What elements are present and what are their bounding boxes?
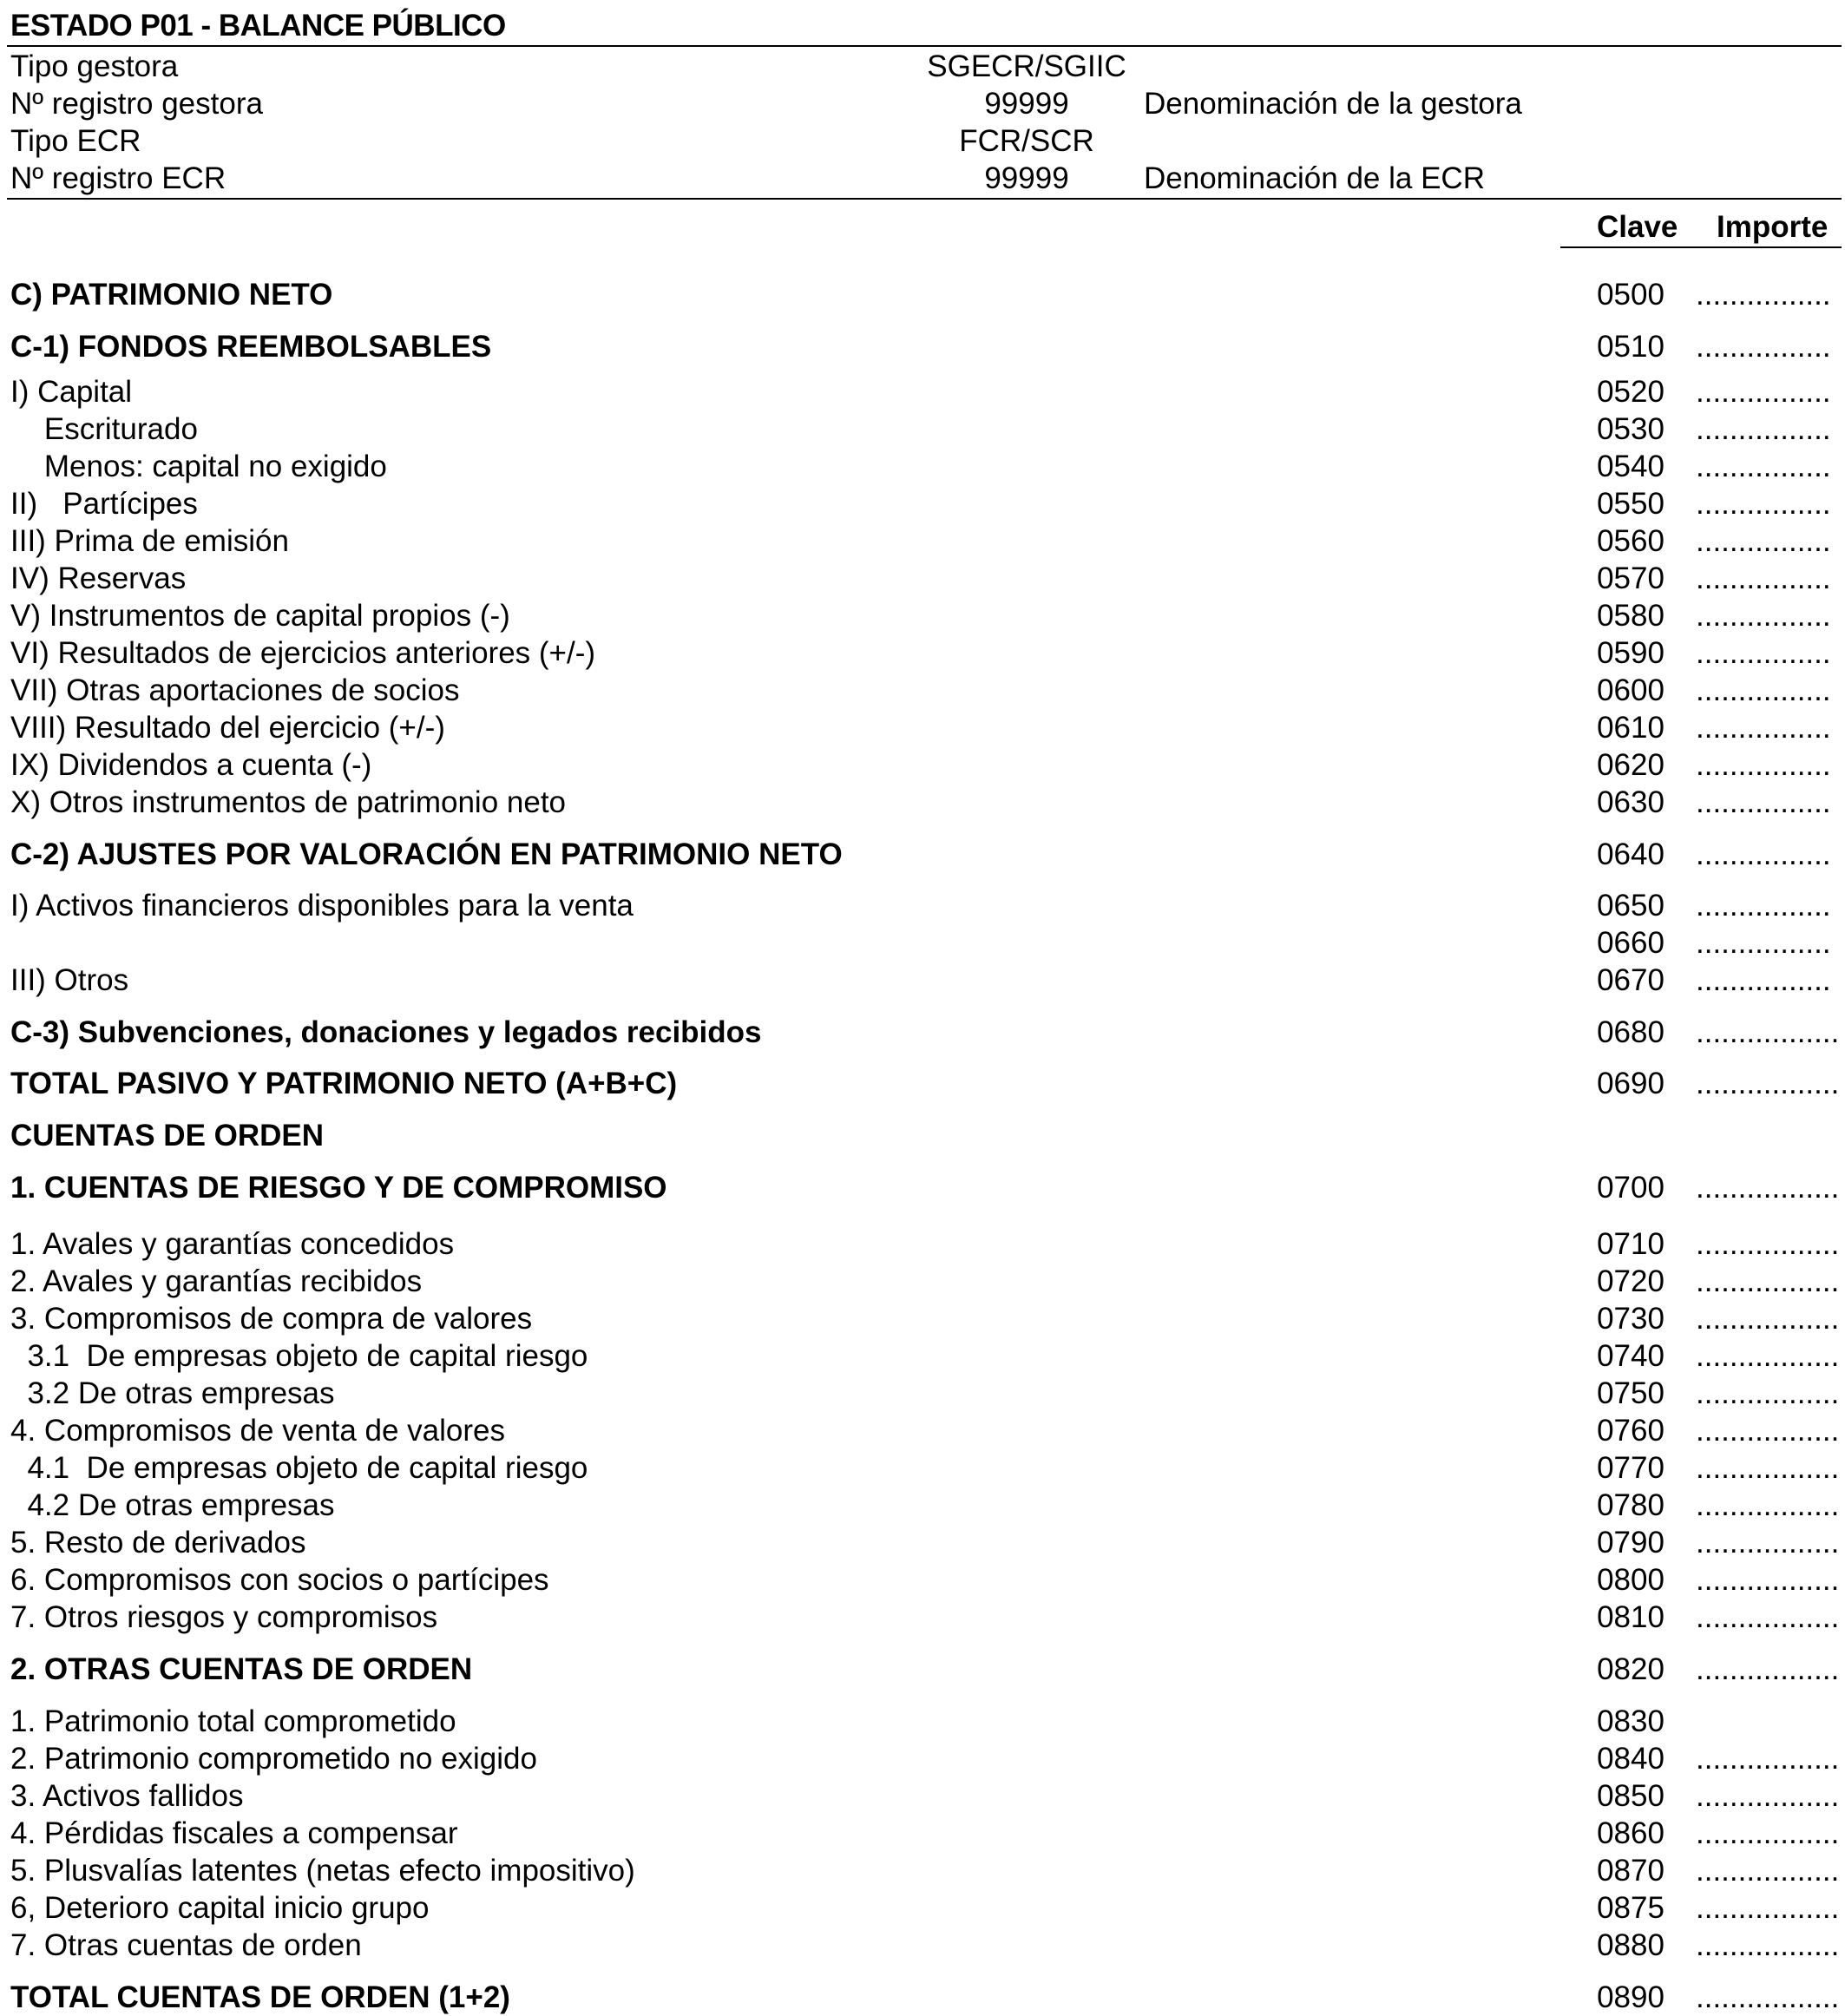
row-code: 0620 — [1597, 748, 1664, 782]
row-label: II) Partícipes — [10, 487, 198, 521]
row-code: 0875 — [1597, 1891, 1664, 1925]
balance-row — [0, 1740, 1845, 1777]
row-amount-placeholder: ................ — [1696, 963, 1831, 997]
row-code: 0660 — [1597, 926, 1664, 960]
balance-row — [0, 836, 1845, 873]
row-code: 0700 — [1597, 1171, 1664, 1205]
balance-row — [0, 373, 1845, 410]
balance-row — [0, 1524, 1845, 1561]
row-code: 0560 — [1597, 524, 1664, 558]
row-amount-placeholder: ................ — [1696, 330, 1831, 364]
balance-row — [0, 560, 1845, 597]
row-label: 5. Plusvalías latentes (netas efecto impositivo) — [10, 1854, 635, 1888]
row-code: 0890 — [1597, 1980, 1664, 2014]
balance-row — [0, 1852, 1845, 1889]
row-code: 0770 — [1597, 1451, 1664, 1485]
balance-row — [0, 1815, 1845, 1852]
row-label: 4. Compromisos de venta de valores — [10, 1414, 505, 1448]
row-code: 0650 — [1597, 889, 1664, 923]
balance-row — [0, 887, 1845, 924]
row-label: Menos: capital no exigido — [10, 450, 387, 483]
balance-row — [0, 1599, 1845, 1636]
row-amount-placeholder: ................ — [1696, 711, 1831, 745]
row-label: 3.2 De otras empresas — [10, 1376, 335, 1410]
row-label: VII) Otras aportaciones de socios — [10, 673, 460, 707]
row-code: 0810 — [1597, 1600, 1664, 1634]
row-code: 0690 — [1597, 1067, 1664, 1100]
row-amount-placeholder: ................. — [1696, 1414, 1840, 1448]
document-title: ESTADO P01 - BALANCE PÚBLICO — [10, 9, 506, 43]
row-amount-placeholder: ................ — [1696, 837, 1831, 871]
balance-row — [0, 784, 1845, 821]
balance-row — [0, 709, 1845, 746]
balance-row — [0, 1561, 1845, 1599]
balance-row — [0, 1703, 1845, 1740]
row-amount-placeholder: ................. — [1696, 1779, 1840, 1813]
row-label: C-3) Subvenciones, donaciones y legados recibidos — [10, 1015, 762, 1049]
row-label: V) Instrumentos de capital propios (-) — [10, 599, 510, 633]
row-label: 1. Patrimonio total comprometido — [10, 1704, 456, 1738]
title-divider — [7, 45, 1842, 47]
header-code-tipo-gestora: SGECR/SGIIC — [927, 49, 1126, 83]
balance-row — [0, 1927, 1845, 1964]
row-label: 2. Avales y garantías recibidos — [10, 1264, 423, 1298]
row-label: 7. Otras cuentas de orden — [10, 1928, 362, 1962]
row-code: 0880 — [1597, 1928, 1664, 1962]
header-label-registro-ecr: Nº registro ECR — [10, 161, 227, 195]
row-amount-placeholder: ................. — [1696, 1526, 1840, 1560]
row-code: 0680 — [1597, 1015, 1664, 1049]
row-label: III) Prima de emisión — [10, 524, 289, 558]
row-label: TOTAL PASIVO Y PATRIMONIO NETO (A+B+C) — [10, 1067, 678, 1100]
row-code: 0820 — [1597, 1652, 1664, 1686]
row-amount-placeholder: ................ — [1696, 599, 1831, 633]
row-label: X) Otros instrumentos de patrimonio neto — [10, 785, 567, 819]
balance-row — [0, 328, 1845, 365]
row-code: 0730 — [1597, 1302, 1664, 1336]
balance-row — [0, 1487, 1845, 1524]
row-amount-placeholder: ................ — [1696, 636, 1831, 670]
row-amount-placeholder: ................. — [1696, 1171, 1840, 1205]
row-code: 0590 — [1597, 636, 1664, 670]
row-amount-placeholder: ................ — [1696, 889, 1831, 923]
row-code: 0840 — [1597, 1742, 1664, 1776]
balance-row — [0, 1979, 1845, 2016]
row-amount-placeholder: ................ — [1696, 450, 1831, 483]
row-label: 1. CUENTAS DE RIESGO Y DE COMPROMISO — [10, 1171, 667, 1205]
row-code: 0760 — [1597, 1414, 1664, 1448]
row-amount-placeholder: ................ — [1696, 412, 1831, 446]
row-code: 0600 — [1597, 673, 1664, 707]
row-amount-placeholder: ................. — [1696, 1563, 1840, 1597]
header-code-registro-gestora: 99999 — [984, 87, 1069, 121]
row-amount-placeholder: ................ — [1696, 926, 1831, 960]
header-label-tipo-gestora: Tipo gestora — [10, 49, 179, 83]
balance-row — [0, 522, 1845, 560]
row-label: 3.1 De empresas objeto de capital riesgo — [10, 1339, 588, 1373]
row-amount-placeholder: ................. — [1696, 1227, 1840, 1261]
row-code: 0780 — [1597, 1488, 1664, 1522]
row-label: 6. Compromisos con socios o partícipes — [10, 1563, 549, 1597]
row-label: 3. Activos fallidos — [10, 1779, 244, 1813]
row-code: 0570 — [1597, 561, 1664, 595]
column-header-importe: Importe — [1717, 210, 1829, 244]
header-name-gestora: Denominación de la gestora — [1144, 87, 1522, 121]
row-label: 1. Avales y garantías concedidos — [10, 1227, 455, 1261]
row-code: 0630 — [1597, 785, 1664, 819]
balance-row — [0, 276, 1845, 313]
balance-row — [0, 1651, 1845, 1688]
header-label-registro-gestora: Nº registro gestora — [10, 87, 263, 121]
row-amount-placeholder: ................. — [1696, 1891, 1840, 1925]
row-code: 0830 — [1597, 1704, 1664, 1738]
balance-row — [0, 746, 1845, 784]
balance-row — [0, 1449, 1845, 1487]
row-label: 4.2 De otras empresas — [10, 1488, 335, 1522]
row-label: 7. Otros riesgos y compromisos — [10, 1600, 438, 1634]
row-label: C-2) AJUSTES POR VALORACIÓN EN PATRIMONIO NETO — [10, 837, 843, 871]
balance-row — [0, 1014, 1845, 1051]
balance-row — [0, 1065, 1845, 1102]
column-header-divider — [1560, 246, 1842, 248]
row-amount-placeholder: ................. — [1696, 1488, 1840, 1522]
column-header-clave: Clave — [1597, 210, 1678, 244]
row-code: 0860 — [1597, 1816, 1664, 1850]
row-amount-placeholder: ................ — [1696, 487, 1831, 521]
row-label: C-1) FONDOS REEMBOLSABLES — [10, 330, 492, 364]
row-code: 0580 — [1597, 599, 1664, 633]
row-label: I) Capital — [10, 375, 133, 409]
balance-row — [0, 1889, 1845, 1927]
row-amount-placeholder: ................ — [1696, 375, 1831, 409]
header-name-ecr: Denominación de la ECR — [1144, 161, 1485, 195]
balance-row — [0, 448, 1845, 485]
row-code: 0670 — [1597, 963, 1664, 997]
row-label: IV) Reservas — [10, 561, 187, 595]
row-code: 0610 — [1597, 711, 1664, 745]
row-amount-placeholder: ................ — [1696, 785, 1831, 819]
row-amount-placeholder: ................ — [1696, 278, 1831, 312]
row-amount-placeholder: ................. — [1696, 1015, 1840, 1049]
row-code: 0800 — [1597, 1563, 1664, 1597]
balance-row — [0, 1169, 1845, 1206]
row-code: 0850 — [1597, 1779, 1664, 1813]
row-code: 0870 — [1597, 1854, 1664, 1888]
row-amount-placeholder: ................. — [1696, 1264, 1840, 1298]
row-label: Escriturado — [10, 412, 198, 446]
row-amount-placeholder: ................ — [1696, 748, 1831, 782]
balance-row — [0, 1225, 1845, 1263]
balance-row — [0, 1412, 1845, 1449]
balance-row — [0, 597, 1845, 634]
balance-row — [0, 485, 1845, 522]
row-code: 0740 — [1597, 1339, 1664, 1373]
row-label: VI) Resultados de ejercicios anteriores (+/-) — [10, 636, 596, 670]
row-label: I) Activos financieros disponibles para la venta — [10, 889, 634, 923]
row-label: 3. Compromisos de compra de valores — [10, 1302, 533, 1336]
row-label: VIII) Resultado del ejercicio (+/-) — [10, 711, 445, 745]
row-amount-placeholder: ................. — [1696, 1854, 1840, 1888]
row-label: IX) Dividendos a cuenta (-) — [10, 748, 372, 782]
row-amount-placeholder: ................. — [1696, 1980, 1840, 2014]
row-amount-placeholder: ................. — [1696, 1451, 1840, 1485]
row-code: 0710 — [1597, 1227, 1664, 1261]
row-code: 0790 — [1597, 1526, 1664, 1560]
row-code: 0550 — [1597, 487, 1664, 521]
row-label: TOTAL CUENTAS DE ORDEN (1+2) — [10, 1980, 510, 2014]
row-label: 2. Patrimonio comprometido no exigido — [10, 1742, 537, 1776]
row-label: 2. OTRAS CUENTAS DE ORDEN — [10, 1652, 473, 1686]
row-label: 6, Deterioro capital inicio grupo — [10, 1891, 430, 1925]
row-code: 0510 — [1597, 330, 1664, 364]
row-code: 0500 — [1597, 278, 1664, 312]
row-code: 0750 — [1597, 1376, 1664, 1410]
header-label-tipo-ecr: Tipo ECR — [10, 124, 141, 158]
header-divider — [7, 198, 1842, 200]
balance-row — [0, 1300, 1845, 1337]
row-amount-placeholder: ................. — [1696, 1067, 1840, 1100]
row-code: 0520 — [1597, 375, 1664, 409]
row-amount-placeholder: ................. — [1696, 1339, 1840, 1373]
row-amount-placeholder: ................. — [1696, 1742, 1840, 1776]
row-amount-placeholder: ................ — [1696, 673, 1831, 707]
row-amount-placeholder: ................ — [1696, 524, 1831, 558]
balance-row — [0, 1117, 1845, 1154]
balance-row — [0, 1337, 1845, 1375]
row-code: 0540 — [1597, 450, 1664, 483]
row-code: 0530 — [1597, 412, 1664, 446]
row-label: 4. Pérdidas fiscales a compensar — [10, 1816, 458, 1850]
balance-row — [0, 1777, 1845, 1815]
row-amount-placeholder: ................. — [1696, 1302, 1840, 1336]
row-label: C) PATRIMONIO NETO — [10, 278, 333, 312]
row-code: 0720 — [1597, 1264, 1664, 1298]
balance-row — [0, 410, 1845, 448]
row-amount-placeholder: ................. — [1696, 1928, 1840, 1962]
balance-row — [0, 634, 1845, 672]
row-amount-placeholder: ................. — [1696, 1376, 1840, 1410]
row-amount-placeholder: ................. — [1696, 1816, 1840, 1850]
row-amount-placeholder: ................ — [1696, 561, 1831, 595]
balance-row — [0, 962, 1845, 999]
row-label: 4.1 De empresas objeto de capital riesgo — [10, 1451, 588, 1485]
row-code: 0640 — [1597, 837, 1664, 871]
row-label: 5. Resto de derivados — [10, 1526, 306, 1560]
row-amount-placeholder: ................. — [1696, 1600, 1840, 1634]
row-amount-placeholder: ................. — [1696, 1652, 1840, 1686]
row-label: CUENTAS DE ORDEN — [10, 1119, 325, 1152]
balance-row — [0, 924, 1845, 962]
balance-row — [0, 1375, 1845, 1412]
header-code-registro-ecr: 99999 — [984, 161, 1069, 195]
balance-row — [0, 1263, 1845, 1300]
row-label: III) Otros — [10, 963, 129, 997]
balance-row — [0, 672, 1845, 709]
header-code-tipo-ecr: FCR/SCR — [959, 124, 1094, 158]
